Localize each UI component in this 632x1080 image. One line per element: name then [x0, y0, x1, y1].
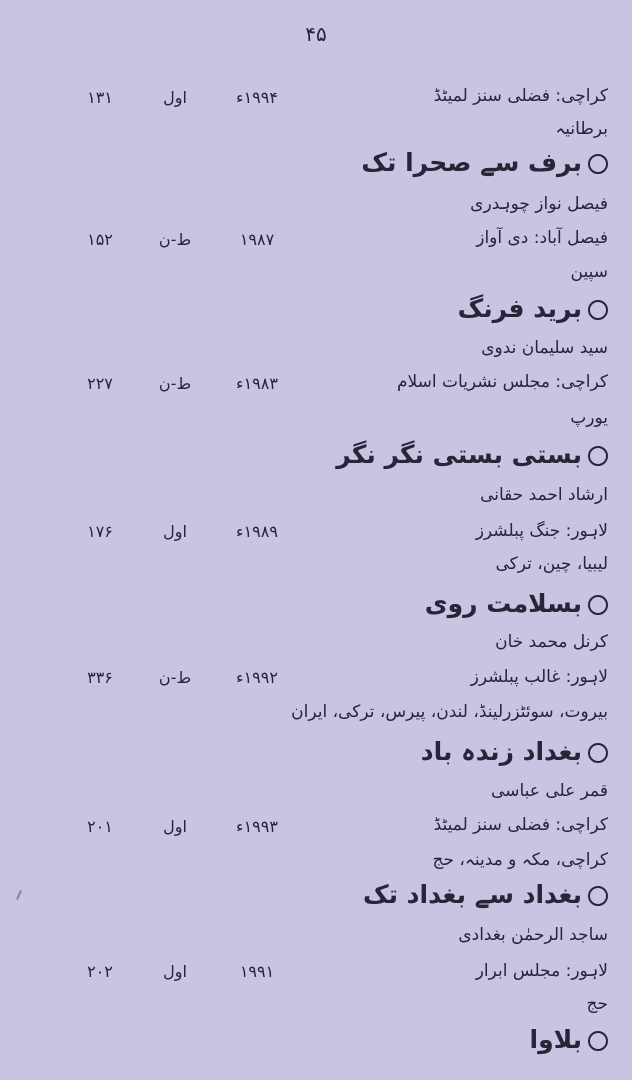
book-title: [458, 294, 608, 323]
publisher-line: کراچی: فضلی سنز لمیٹڈ: [433, 815, 608, 835]
circle-bullet-icon: [588, 154, 608, 174]
edition: اول: [163, 522, 187, 541]
place-line: یورپ: [570, 408, 608, 428]
place-line: برطانیہ: [555, 119, 608, 139]
circle-bullet-icon: [588, 886, 608, 906]
place-line: بیروت، سوئٹزرلینڈ، لندن، پیرس، ترکی، ایران: [291, 702, 608, 722]
edition: اول: [163, 962, 187, 981]
page-count: ۲۲۷: [87, 374, 113, 393]
year: ۱۹۹۳ء: [236, 817, 278, 836]
book-title: [361, 148, 608, 177]
publisher-line: کراچی: مجلس نشریات اسلام: [396, 372, 608, 392]
book-title: [421, 737, 608, 766]
edition: ط-ن: [158, 374, 192, 393]
page-count: ۲۰۲: [87, 962, 113, 981]
page-count: ۱۳۱: [87, 88, 113, 107]
place-line: لیبیا، چین، ترکی: [495, 554, 608, 574]
circle-bullet-icon: [588, 446, 608, 466]
circle-bullet-icon: [588, 300, 608, 320]
author-line: کرنل محمد خان: [495, 632, 608, 652]
circle-bullet-icon: [588, 595, 608, 615]
publisher-line: کراچی: فضلی سنز لمیٹڈ: [433, 86, 608, 106]
circle-bullet-icon: [588, 743, 608, 763]
book-title-text: برید فرنگ: [457, 294, 582, 323]
author-line: سید سلیمان ندوی: [481, 338, 608, 358]
circle-bullet-icon: [588, 1031, 608, 1051]
page-count: ۱۷۶: [87, 522, 113, 541]
book-title-text: بلاوا: [529, 1025, 582, 1054]
edition: اول: [163, 817, 187, 836]
book-title: [336, 440, 608, 469]
year: ۱۹۸۷: [239, 230, 275, 249]
year: ۱۹۹۲ء: [236, 668, 278, 687]
author-line: فیصل نواز چوہدری: [470, 194, 608, 214]
edition: ط-ن: [158, 230, 192, 249]
year: ۱۹۸۹ء: [236, 522, 278, 541]
author-line: قمر علی عباسی: [491, 781, 608, 801]
author-line: ساجد الرحمٰن بغدادی: [458, 925, 608, 945]
book-title: [530, 1025, 608, 1054]
publisher-line: لاہور: مجلس ابرار: [475, 961, 608, 981]
book-title: [425, 589, 608, 618]
book-title-text: بسلامت روی: [424, 589, 582, 618]
year: ۱۹۸۳ء: [236, 374, 278, 393]
place-line: سپین: [570, 262, 608, 282]
publisher-line: لاہور: غالب پبلشرز: [470, 667, 608, 687]
page-count: ۱۵۲: [87, 230, 113, 249]
publisher-line: فیصل آباد: دی آواز: [476, 228, 608, 248]
author-line: ارشاد احمد حقانی: [480, 485, 608, 505]
book-title-text: بستی بستی نگر نگر: [336, 440, 582, 469]
book-title-text: بغداد سے بغداد تک: [362, 880, 582, 909]
edition: ط-ن: [158, 668, 192, 687]
scan-mark: [16, 890, 22, 900]
book-title: [363, 880, 608, 909]
book-title-text: بغداد زندہ باد: [420, 737, 582, 766]
page-count: ۲۰۱: [87, 817, 113, 836]
page-count: ۳۳۶: [87, 668, 113, 687]
place-line: حج: [586, 994, 608, 1014]
edition: اول: [163, 88, 187, 107]
page-number: ۴۵: [305, 22, 327, 46]
book-title-text: برف سے صحرا تک: [361, 148, 582, 177]
place-line: کراچی، مکہ و مدینہ، حج: [432, 850, 608, 870]
publisher-line: لاہور: جنگ پبلشرز: [475, 521, 608, 541]
year: ۱۹۹۴ء: [236, 88, 278, 107]
year: ۱۹۹۱: [239, 962, 275, 981]
